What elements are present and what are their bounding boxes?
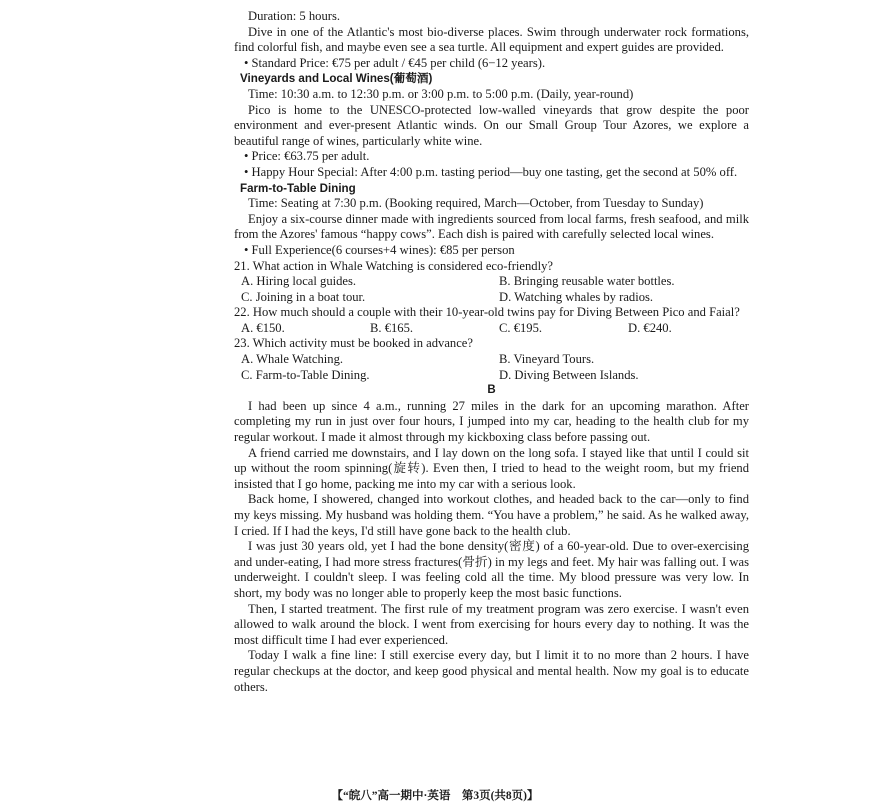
diving-description: Dive in one of the Atlantic's most bio-diverse places. Swim through underwater rock formations, find colorful fish, and maybe even see a sea turtle. All equipment and expert guides are provided. <box>234 24 749 55</box>
option-d[interactable]: D. Diving Between Islands. <box>499 367 639 382</box>
option-b[interactable]: B. Bringing reusable water bottles. <box>499 274 675 289</box>
option-a[interactable]: A. Whale Watching. <box>241 352 344 367</box>
diving-duration: Duration: 5 hours. <box>248 9 340 23</box>
option-c[interactable]: C. €195. <box>499 320 543 335</box>
dining-price: • Full Experience(6 courses+4 wines): €85 per person <box>244 242 515 257</box>
passage-paragraph: Back home, I showered, changed into workout clothes, and headed back to the car—only to find my keys missing. My husband was holding them. “You have a problem,” he said. As he walked away, I cried. If I had the keys, I'd still have gone back to the health club. <box>234 492 749 538</box>
vineyards-heading: Vineyards and Local Wines(葡萄酒) <box>240 72 433 86</box>
question-options <box>234 321 749 337</box>
option-b[interactable]: B. Vineyard Tours. <box>499 352 595 367</box>
text-column <box>234 9 749 695</box>
question-options <box>234 352 749 383</box>
question-options <box>234 274 749 305</box>
option-d[interactable]: D. Watching whales by radios. <box>499 289 654 304</box>
option-d[interactable]: D. €240. <box>628 320 672 335</box>
vineyards-time: Time: 10:30 a.m. to 12:30 p.m. or 3:00 p.m. to 5:00 p.m. (Daily, year-round) <box>248 86 634 101</box>
question-21 <box>234 259 749 306</box>
option-c[interactable]: C. Farm-to-Table Dining. <box>241 367 370 382</box>
passage-paragraph: I had been up since 4 a.m., running 27 miles in the dark for an upcoming marathon. After completing my run in just over four hours, I jumped into my car, heading to the health club for my regular workout. I made it almost through my kickboxing class before passing out. <box>234 398 749 445</box>
diving-price: • Standard Price: €75 per adult / €45 per child (6−12 years). <box>244 55 546 70</box>
question-stem: 23. Which activity must be booked in advance? <box>234 336 473 351</box>
option-a[interactable]: A. €150. <box>241 320 285 335</box>
question-stem: 21. What action in Whale Watching is considered eco-friendly? <box>234 258 553 273</box>
vineyards-price: • Price: €63.75 per adult. <box>244 149 370 164</box>
question-22 <box>234 305 749 336</box>
option-a[interactable]: A. Hiring local guides. <box>241 274 357 289</box>
option-b[interactable]: B. €165. <box>370 320 414 335</box>
vineyards-description: Pico is home to the UNESCO-protected low-walled vineyards that grow despite the poor environment and ever-present Atlantic winds. On our Small Group Tour Azores, we explore a beautiful range of wines, particularly white wine. <box>234 102 749 148</box>
option-c[interactable]: C. Joining in a boat tour. <box>241 289 366 304</box>
section-b-label: B <box>487 384 496 397</box>
question-23 <box>234 336 749 383</box>
dining-description: Enjoy a six-course dinner made with ingredients sourced from local farms, fresh seafood, and milk from the Azores' famous “happy cows”. Each dish is paired with carefully selected local wines. <box>234 211 749 242</box>
passage-paragraph: I was just 30 years old, yet I had the bone density(密度) of a 60-year-old. Due to over-exercising and under-eating, I had more stress fractures(骨折) in my legs and feet. My hair was falling out. I was underweight. I couldn't sleep. I was feeling cold all the time. My blood pressure was very low. In short, my body was no longer able to properly keep the most basic functions. <box>234 539 749 600</box>
vineyards-happy-hour: • Happy Hour Special: After 4:00 p.m. tasting period—buy one tasting, get the second at 50% off. <box>244 164 738 179</box>
passage-paragraph: Then, I started treatment. The first rule of my treatment program was zero exercise. I wasn't even allowed to walk around the block. I went from exercising for hours every day to nothing. It was the most difficult time I had ever experienced. <box>234 601 749 647</box>
page-footer: 【“皖八”高一期中·英语 第3页(共8页)】 <box>331 790 539 802</box>
dining-time: Time: Seating at 7:30 p.m. (Booking required, March—October, from Tuesday to Sunday) <box>248 196 704 211</box>
passage-paragraph: A friend carried me downstairs, and I lay down on the long sofa. I stayed like that until I could sit up without the room spinning(旋转). Even then, I tried to head to the weight room, but my friend insisted that I go home, packing me into my car with a serious look. <box>234 445 749 491</box>
passage-paragraph: Today I walk a fine line: I still exercise every day, but I limit it to no more than 2 hours. I have regular checkups at the doctor, and keep good physical and mental health. Now my goal is to educate others. <box>234 648 749 694</box>
question-stem: 22. How much should a couple with their 10-year-old twins pay for Diving Between Pico and Faial? <box>234 305 740 320</box>
dining-heading: Farm-to-Table Dining <box>240 181 356 195</box>
